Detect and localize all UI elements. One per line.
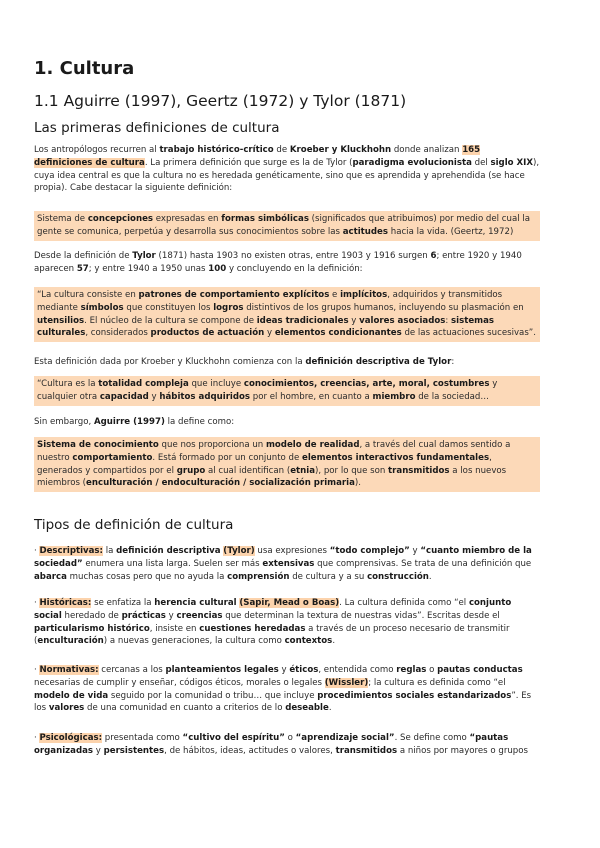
quote-tylor: “Cultura es la totalidad compleja que incluye conocimientos, creencias, arte, moral, costumbres y cualquier otra capacidad y hábitos adquiridos por el hombre, en cuanto a miembro de la sociedad… xyxy=(34,376,540,406)
quote-kroeber-kluckhohn: “La cultura consiste en patrones de comportamiento explícitos e implícitos, adquiridos y transmitidos mediante símbolos que constituyen los logros distintivos de los grupos humanos, incluyendo su plasmación en utensilios. El núcleo de la cultura se compone de ideas tradicionales y valores asociados: sistemas culturales, considerados productos de actuación y elementos condicionantes de las actuaciones sucesivas”. xyxy=(34,287,540,342)
quote-aguirre: Sistema de conocimiento que nos proporciona un modelo de realidad, a través del cual damos sentido a nuestro comportamiento. Está formado por un conjunto de elementos interactivos fundamentales, generados y compartidos por el grupo al cual identifican (etnia), por lo que son transmitidos a los nuevos miembros (enculturación / endoculturación / socialización primaria). xyxy=(34,437,540,492)
paragraph-intro: Los antropólogos recurren al trabajo histórico-crítico de Kroeber y Kluckhohn donde analizan 165 definiciones de cultura. La primera definición que surge es la de Tylor (paradigma evolucionista del siglo XIX), cuya idea central es que la cultura no es heredada genéticamente, sino que es aprendida y aprehendida (se hace propia). Cabe destacar la siguiente definición: xyxy=(34,145,540,194)
list-item-normativas: · Normativas: cercanas a los planteamientos legales y éticos, entendida como reglas o pautas conductas necesarias de cumplir y enseñar, códigos éticos, morales o legales (Wissler); la cultura es definida como “el modelo de vida seguido por la comunidad o tribu… que incluye procedimientos sociales estandarizados”. Es los valores de una comunidad en cuanto a criterios de lo deseable. xyxy=(34,665,532,714)
section-heading-tipos: Tipos de definición de cultura xyxy=(34,517,234,533)
paragraph-aguirre-intro: Sin embargo, Aguirre (1997) la define como: xyxy=(34,417,235,427)
list-item-descriptivas: · Descriptivas: la definición descriptiva (Tylor) usa expresiones “todo complejo” y “cuanto miembro de la sociedad” enumera una lista larga. Suelen ser más extensivas que comprensivas. Se trata de una definición que abarca muchas cosas pero que no ayuda la comprensión de cultura y a su construcción. xyxy=(34,546,532,582)
list-item-psicologicas: · Psicológicas: presentada como “cultivo del espíritu” o “aprendizaje social”. Se define como “pautas organizadas y persistentes, de hábitos, ideas, actitudes o valores, transmitidos a niños por mayores o grupos xyxy=(34,733,529,756)
quote-geertz: Sistema de concepciones expresadas en formas simbólicas (significados que atribuimos) por medio del cual la gente se comunica, perpetúa y desarrolla sus conocimientos sobre las actitudes hacia la vida. (Geertz, 1972) xyxy=(34,211,540,241)
list-item-historicas: · Históricas: se enfatiza la herencia cultural (Sapir, Mead o Boas). La cultura definida como “el conjunto social heredado de prácticas y creencias que determinan la textura de nuestras vidas”. Escritas desde el particularismo histórico, insiste en cuestiones heredadas a través de un proceso necesario de transmitir (enculturación) a nuevas generaciones, la cultura como contextos. xyxy=(34,598,512,647)
paragraph-tylor-timeline: Desde la definición de Tylor (1871) hasta 1903 no existen otras, entre 1903 y 1916 surgen 6; entre 1920 y 1940 aparecen 57; y entre 1940 a 1950 unas 100 y concluyendo en la definición: xyxy=(34,251,522,274)
page-subtitle: 1.1 Aguirre (1997), Geertz (1972) y Tylor (1871) xyxy=(34,92,407,110)
paragraph-descriptiva-intro: Esta definición dada por Kroeber y Kluckhohn comienza con la definición descriptiva de Tylor: xyxy=(34,357,455,367)
page-title: 1. Cultura xyxy=(34,58,135,79)
section-heading-primeras: Las primeras definiciones de cultura xyxy=(34,120,280,136)
